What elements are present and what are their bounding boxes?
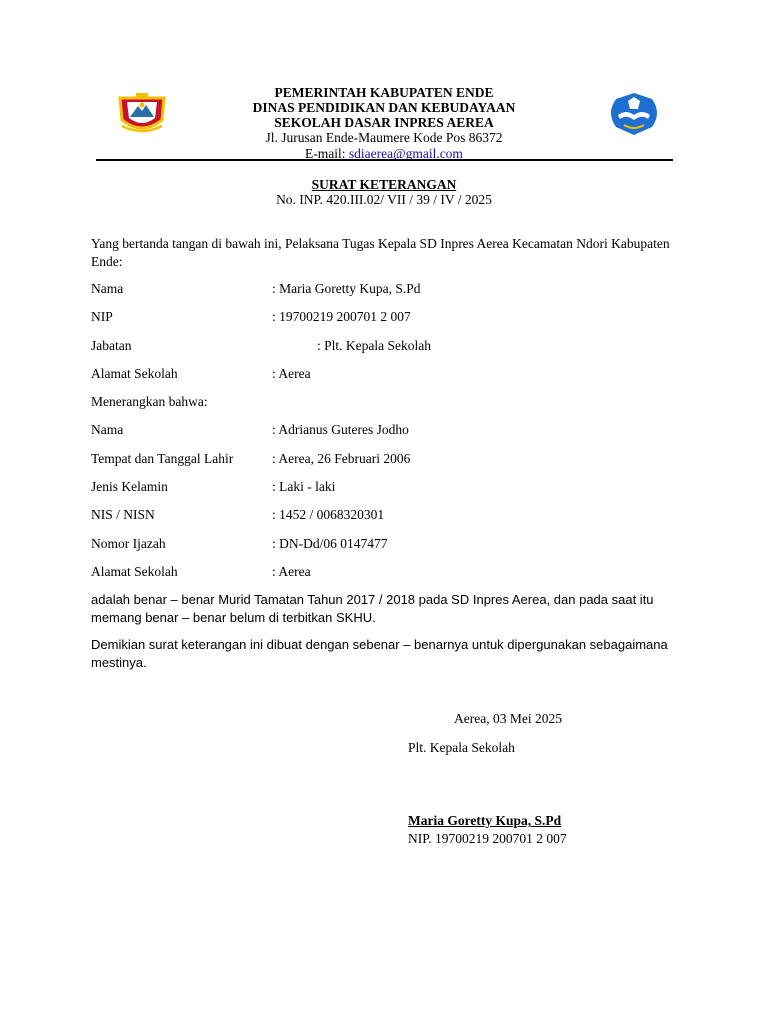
student-birth-value: : Aerea, 26 Februari 2006 bbox=[272, 451, 411, 466]
letterhead-address: Jl. Jurusan Ende-Maumere Kode Pos 86372 bbox=[265, 130, 503, 145]
student-birth-label: Tempat dan Tanggal Lahir bbox=[91, 451, 234, 466]
student-nis-value: : 1452 / 0068320301 bbox=[272, 507, 385, 522]
signer-position-value: : Plt. Kepala Sekolah bbox=[317, 338, 431, 353]
letterhead-school: SEKOLAH DASAR INPRES AEREA bbox=[274, 115, 494, 130]
student-gender-value: : Laki - laki bbox=[272, 479, 336, 494]
student-certificate-value: : DN-Dd/06 0147477 bbox=[272, 536, 388, 551]
signer-school-address-value: : Aerea bbox=[272, 366, 311, 381]
closing-paragraph: Demikian surat keterangan ini dibuat dengan sebenar – benarnya untuk dipergunakan sebagaimana mestinya. bbox=[91, 637, 668, 670]
letterhead-government: PEMERINTAH KABUPATEN ENDE bbox=[274, 85, 494, 100]
document-title: SURAT KETERANGAN bbox=[311, 177, 457, 192]
signer-position-label: Jabatan bbox=[91, 338, 132, 353]
signer-name-label: Nama bbox=[91, 281, 124, 296]
signer-school-address-label: Alamat Sekolah bbox=[91, 366, 178, 381]
email-link[interactable]: sdiaerea@gmail.com bbox=[348, 146, 463, 161]
signer-name-value: : Maria Goretty Kupa, S.Pd bbox=[272, 281, 421, 296]
document-number: No. INP. 420.III.02/ VII / 39 / IV / 2025 bbox=[276, 192, 492, 207]
student-school-address-label: Alamat Sekolah bbox=[91, 564, 178, 579]
place-date: Aerea, 03 Mei 2025 bbox=[454, 711, 562, 726]
student-name-value: : Adrianus Guteres Jodho bbox=[272, 422, 409, 437]
student-name-label: Nama bbox=[91, 422, 124, 437]
student-nis-label: NIS / NISN bbox=[91, 507, 155, 522]
signer-nip-value: : 19700219 200701 2 007 bbox=[272, 309, 411, 324]
signature-position: Plt. Kepala Sekolah bbox=[408, 740, 515, 755]
email-label: E-mail: bbox=[305, 146, 349, 161]
letterhead-department: DINAS PENDIDIKAN DAN KEBUDAYAAN bbox=[252, 100, 516, 115]
intro-paragraph: Yang bertanda tangan di bawah ini, Pelaksana Tugas Kepala SD Inpres Aerea Kecamatan Ndori Kabupaten Ende: bbox=[91, 236, 670, 269]
student-gender-label: Jenis Kelamin bbox=[91, 479, 168, 494]
student-school-address-value: : Aerea bbox=[272, 564, 311, 579]
statement-paragraph: adalah benar – benar Murid Tamatan Tahun 2017 / 2018 pada SD Inpres Aerea, dan pada saat itu memang benar – benar belum di terbitkan SKHU. bbox=[91, 592, 654, 625]
signer-nip-label: NIP bbox=[91, 309, 113, 324]
letterhead-divider bbox=[96, 159, 673, 161]
signature-nip: NIP. 19700219 200701 2 007 bbox=[408, 831, 567, 846]
student-certificate-label: Nomor Ijazah bbox=[91, 536, 166, 551]
signature-name: Maria Goretty Kupa, S.Pd bbox=[408, 813, 562, 828]
declares-label: Menerangkan bahwa: bbox=[91, 394, 208, 409]
